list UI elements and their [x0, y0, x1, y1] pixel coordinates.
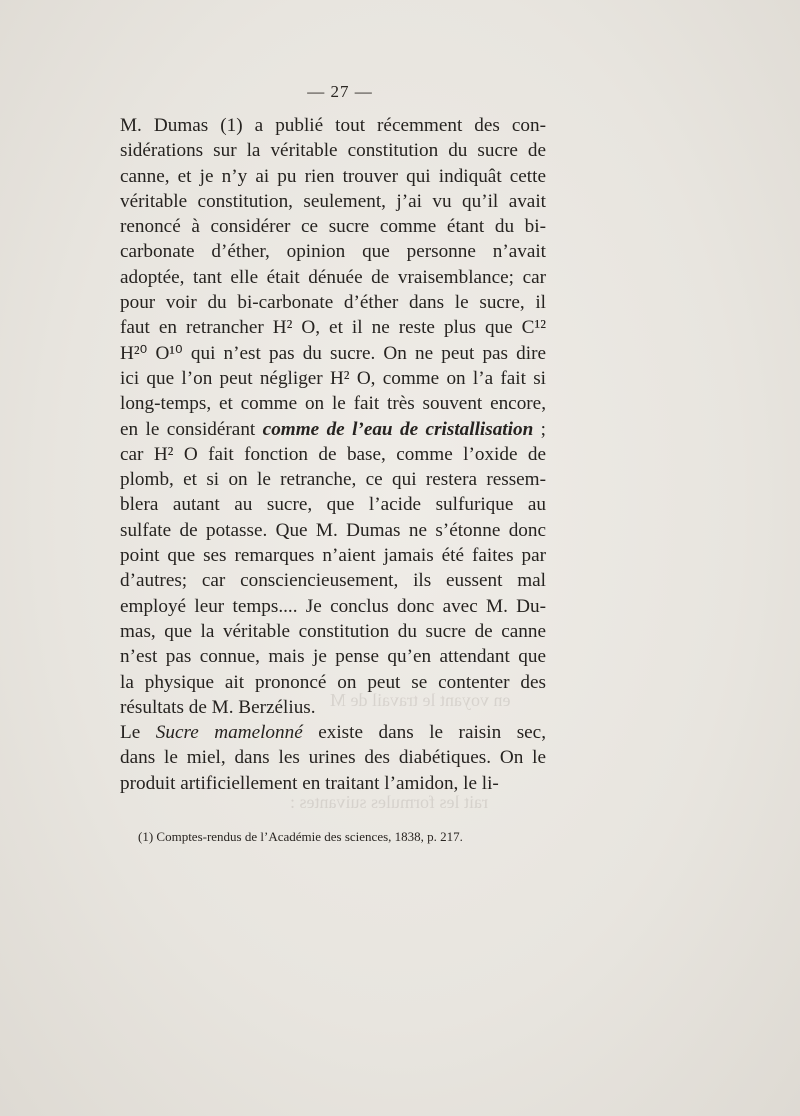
page-number: — 27 —: [307, 82, 373, 101]
text-line: faut en retrancher H² O, et il ne reste plus que C¹²: [120, 317, 546, 339]
text-line: résultats de M. Berzélius.: [120, 696, 316, 718]
text-line: plomb, et si on le retranche, ce qui restera ressem-: [120, 469, 546, 491]
text-line: sidérations sur la véritable constitution du sucre de: [120, 140, 546, 162]
text-line: pour voir du bi-carbonate d’éther dans le sucre, il: [120, 292, 546, 314]
footnote: (1) Comptes-rendus de l’Académie des sciences, 1838, p. 217.: [138, 829, 463, 844]
text-line: canne, et je n’y ai pu rien trouver qui indiquât cette: [120, 165, 546, 187]
text-line: blera autant au sucre, que l’acide sulfurique au: [120, 494, 546, 516]
text-line: renoncé à considérer ce sucre comme étant du bi-: [120, 216, 546, 238]
emphasis-text: Sucre mamelonné: [155, 722, 303, 744]
text-line: sulfate de potasse. Que M. Dumas ne s’étonne donc: [120, 519, 546, 541]
text-line: H²⁰ O¹⁰ qui n’est pas du sucre. On ne peut pas dire: [120, 342, 546, 364]
text-line: mas, que la véritable constitution du sucre de canne: [120, 620, 546, 642]
text-line: ici que l’on peut négliger H² O, comme on l’a fait si: [120, 367, 546, 389]
text-line: car H² O fait fonction de base, comme l’oxide de: [120, 443, 546, 465]
text-line: Le Sucre mamelonné existe dans le raisin sec,: [120, 722, 546, 744]
text-line: d’autres; car consciencieusement, ils eussent mal: [120, 570, 546, 592]
text-line: long-temps, et comme on le fait très souvent encore,: [120, 393, 546, 415]
text-line: véritable constitution, seulement, j’ai vu qu’il avait: [120, 190, 546, 212]
emphasis-text: comme de l’eau de cristallisation: [262, 418, 534, 440]
text-line: dans le miel, dans les urines des diabétiques. On le: [120, 747, 546, 769]
text-line: carbonate d’éther, opinion que personne n’avait: [120, 241, 546, 263]
paragraph-container: [120, 113, 546, 796]
text-line: produit artificiellement en traitant l’amidon, le li-: [120, 772, 499, 794]
text-line: la physique ait prononcé on peut se contenter des: [120, 671, 546, 693]
show-through-text: en voyant le travail de M: [330, 690, 511, 710]
text-line: employé leur temps.... Je conclus donc avec M. Du-: [120, 595, 546, 617]
text-line: point que ses remarques n’aient jamais été faites par: [120, 545, 546, 567]
text-line: n’est pas connue, mais je pense qu’en attendant que: [120, 646, 546, 668]
show-through-text: rait les formules suivantes :: [290, 792, 488, 812]
text-line: adoptée, tant elle était dénuée de vraisemblance; car: [120, 266, 546, 288]
text-line: M. Dumas (1) a publié tout récemment des con-: [120, 115, 546, 136]
body-text: [120, 113, 546, 796]
text-line: en le considérant comme de l’eau de cristallisation ;: [120, 418, 547, 440]
